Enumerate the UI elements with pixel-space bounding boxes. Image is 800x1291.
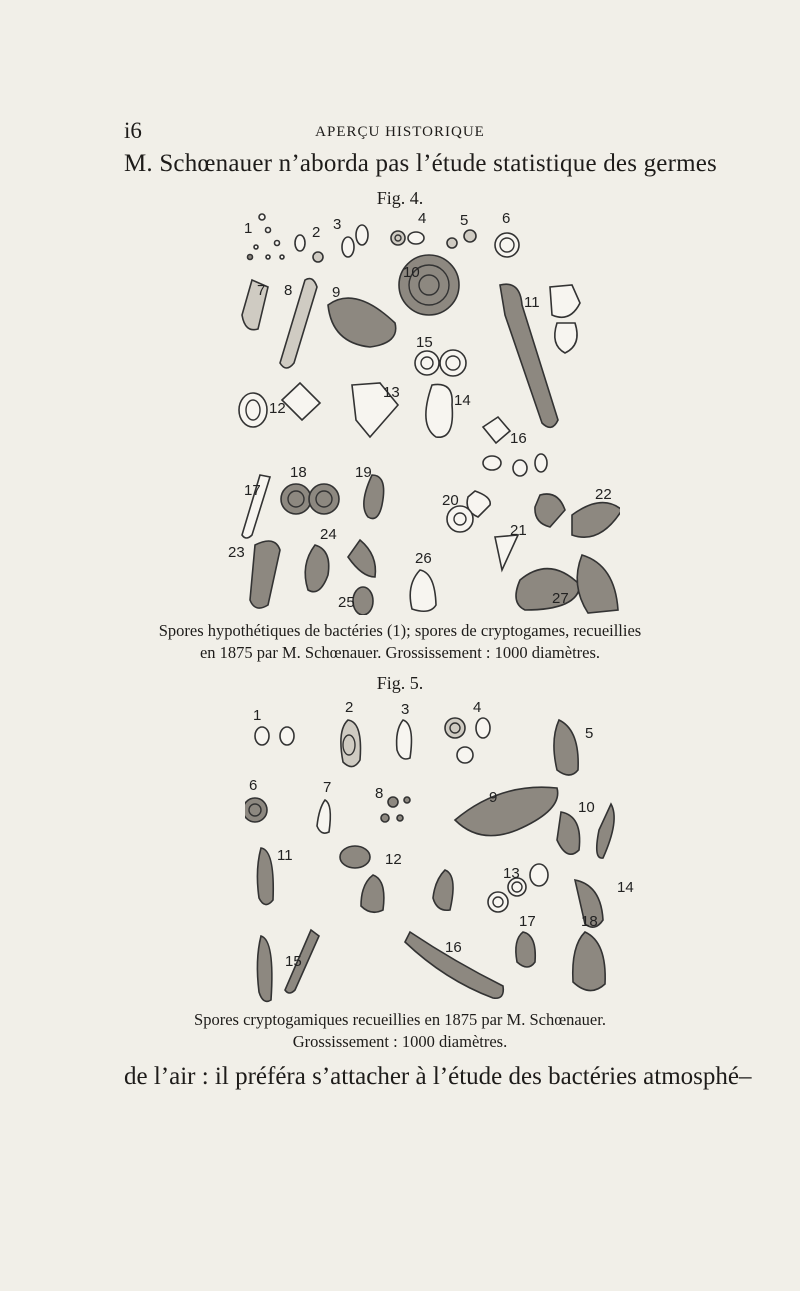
figure-5-caption-line-2: Grossissement : 1000 diamètres. bbox=[292, 1032, 508, 1051]
fig4-label-15: 15 bbox=[416, 334, 433, 351]
fig4-label-26: 26 bbox=[415, 550, 432, 567]
fig5-label-5: 5 bbox=[585, 725, 594, 742]
fig5-label-16: 16 bbox=[445, 939, 462, 956]
figure-4-plate bbox=[220, 205, 620, 615]
fig5-label-3: 3 bbox=[401, 701, 410, 718]
fig4-label-1: 1 bbox=[244, 220, 253, 237]
fig4-label-22: 22 bbox=[595, 486, 612, 503]
fig5-label-15: 15 bbox=[285, 953, 302, 970]
fig4-label-16: 16 bbox=[510, 430, 527, 447]
fig5-label-6: 6 bbox=[249, 777, 258, 794]
figure-4-caption-line-1: Spores hypothétiques de bactéries (1); spores de cryptogames, recueillies bbox=[158, 621, 642, 640]
fig4-label-18: 18 bbox=[290, 464, 307, 481]
fig4-label-6: 6 bbox=[502, 210, 511, 227]
fig4-label-23: 23 bbox=[228, 544, 245, 561]
fig5-label-12: 12 bbox=[385, 851, 402, 868]
fig4-label-17: 17 bbox=[244, 482, 261, 499]
figure-4-caption bbox=[0, 620, 800, 664]
fig4-label-5: 5 bbox=[460, 212, 469, 229]
fig4-label-14: 14 bbox=[454, 392, 471, 409]
fig5-label-1: 1 bbox=[253, 707, 262, 724]
fig4-label-20: 20 bbox=[442, 492, 459, 509]
figure-5-plate bbox=[245, 700, 645, 1005]
fig5-label-8: 8 bbox=[375, 785, 384, 802]
fig5-label-14: 14 bbox=[617, 879, 634, 896]
fig4-label-2: 2 bbox=[312, 224, 321, 241]
fig4-label-10: 10 bbox=[403, 264, 420, 281]
figure-5-title: Fig. 5. bbox=[376, 673, 424, 693]
fig4-label-9: 9 bbox=[332, 284, 341, 301]
fig5-label-4: 4 bbox=[473, 700, 482, 716]
fig4-label-7: 7 bbox=[257, 282, 266, 299]
page-number: i6 bbox=[124, 118, 142, 143]
fig4-label-21: 21 bbox=[510, 522, 527, 539]
fig4-label-12: 12 bbox=[269, 400, 286, 417]
figure-5-caption bbox=[0, 1009, 800, 1053]
figure-4-caption-line-2: en 1875 par M. Schœnauer. Grossissement : 1000 diamètres. bbox=[199, 643, 601, 662]
fig4-label-25: 25 bbox=[338, 594, 355, 611]
fig4-label-24: 24 bbox=[320, 526, 337, 543]
fig4-label-4: 4 bbox=[418, 210, 427, 227]
figure-5-caption-line-1: Spores cryptogamiques recueillies en 1875 par M. Schœnauer. bbox=[194, 1010, 606, 1029]
fig4-label-13: 13 bbox=[383, 384, 400, 401]
fig4-label-11: 11 bbox=[524, 294, 540, 311]
figure-4-title: Fig. 4. bbox=[376, 188, 424, 208]
fig4-label-8: 8 bbox=[284, 282, 293, 299]
fig5-label-13: 13 bbox=[503, 865, 520, 882]
fig4-label-3: 3 bbox=[333, 216, 342, 233]
fig4-label-19: 19 bbox=[355, 464, 372, 481]
fig5-label-10: 10 bbox=[578, 799, 595, 816]
fig5-label-18: 18 bbox=[581, 913, 598, 930]
body-text-first-line: M. Schœnauer n’aborda pas l’étude statistique des germes bbox=[124, 150, 717, 177]
body-text-last-line: de l’air : il préféra s’attacher à l’étude des bactéries atmosphé– bbox=[124, 1063, 752, 1090]
fig5-label-9: 9 bbox=[489, 789, 498, 806]
fig5-label-11: 11 bbox=[277, 847, 293, 864]
running-title: APERÇU HISTORIQUE bbox=[315, 124, 485, 140]
fig4-label-27: 27 bbox=[552, 590, 569, 607]
fig5-label-17: 17 bbox=[519, 913, 536, 930]
fig5-label-2: 2 bbox=[345, 700, 354, 716]
fig5-label-7: 7 bbox=[323, 779, 332, 796]
